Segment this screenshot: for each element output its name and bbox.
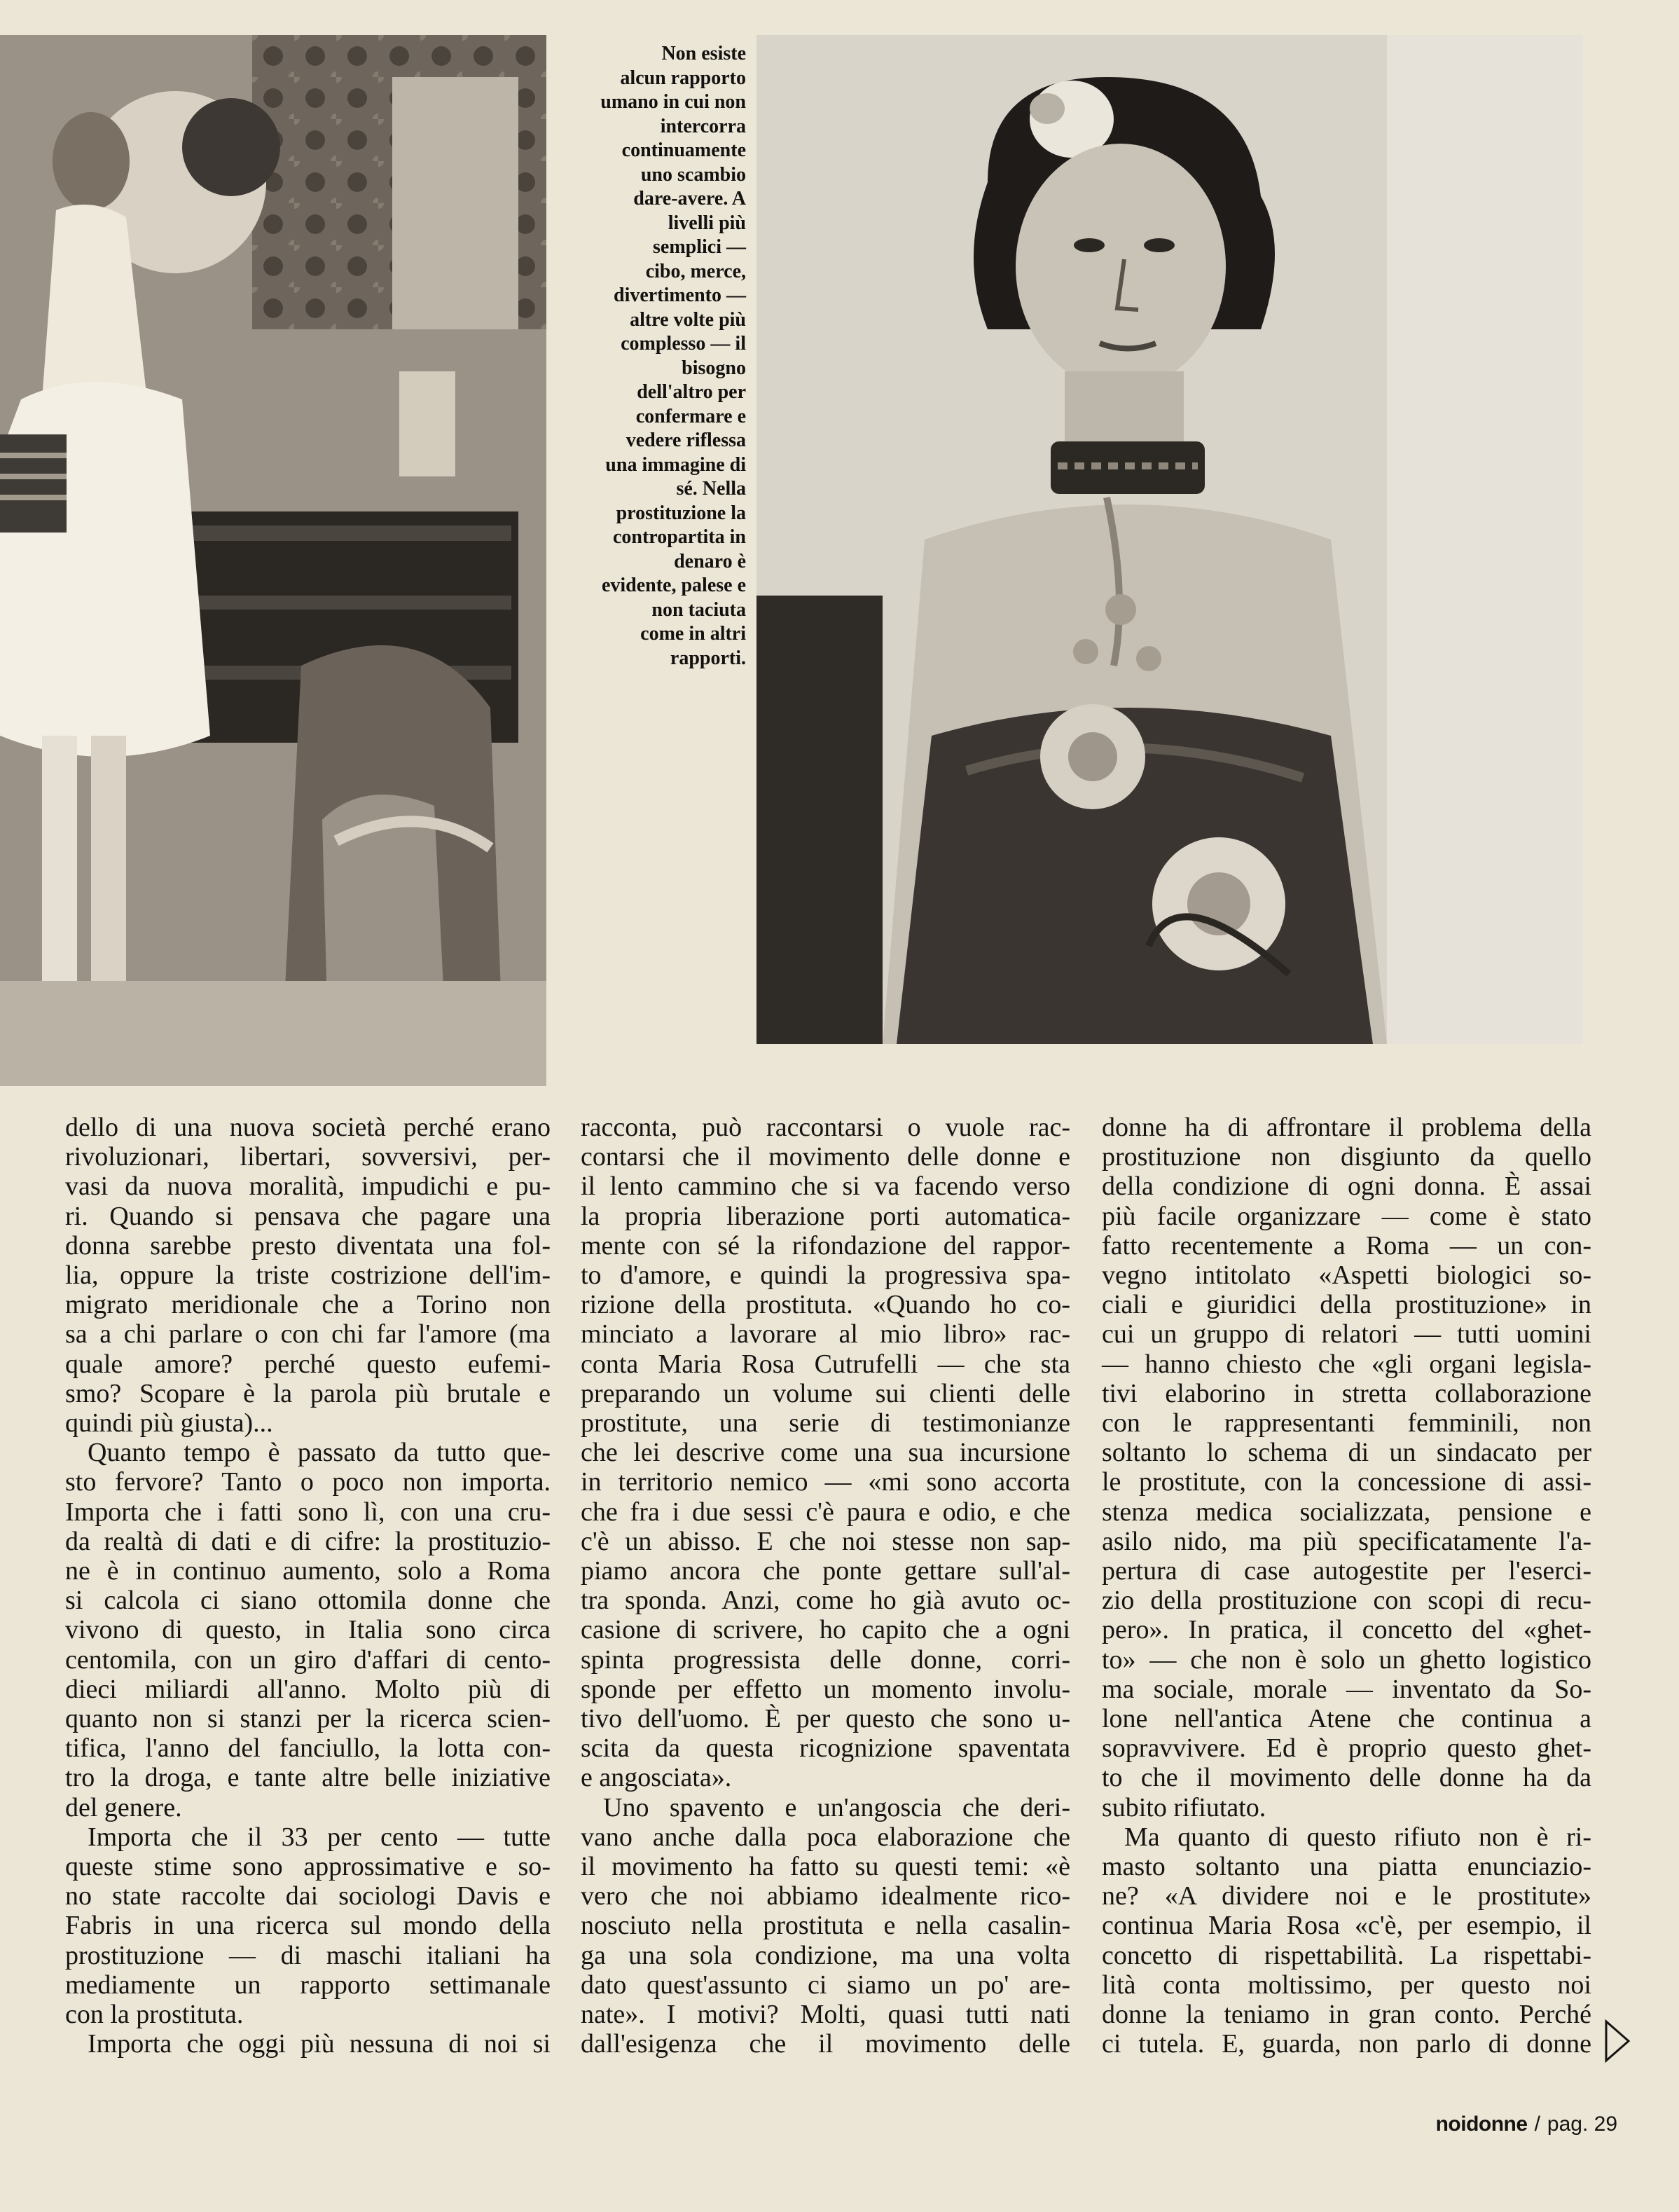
text-line: sto fervore? Tanto o poco non importa. <box>65 1467 551 1497</box>
caption-line: divertimento — <box>614 284 746 306</box>
caption-line: dare-avere. A <box>633 188 746 209</box>
text-line: vasi da nuova moralità, impudichi e pu- <box>65 1172 551 1202</box>
text-line: — hanno chiesto che «gli organi legisla- <box>1102 1349 1591 1379</box>
text-line: della condizione di ogni donna. È assai <box>1102 1172 1591 1202</box>
caption-line: intercorra <box>660 115 746 137</box>
text-line: mente con sé la rifondazione del rappor- <box>581 1230 1070 1260</box>
article-column-3 <box>1102 1113 1591 2059</box>
text-line: le prostitute, con la concessione di assi- <box>1102 1467 1591 1497</box>
text-line: to che il movimento delle donne ha da <box>1102 1763 1591 1793</box>
continue-arrow-icon <box>1604 2019 1631 2063</box>
text-line: ci tutela. E, guarda, non parlo di donne <box>1102 2029 1591 2059</box>
text-line: dato quest'assunto ci siamo un po' are- <box>581 1970 1070 2000</box>
text-line: vero che noi abbiamo idealmente rico- <box>581 1881 1070 1911</box>
text-line: donne ha di affrontare il problema della <box>1102 1113 1591 1142</box>
text-line: continua Maria Rosa «c'è, per esempio, il <box>1102 1911 1591 1941</box>
caption-line: altre volte più <box>630 308 746 331</box>
caption-line: evidente, palese e <box>601 575 746 596</box>
text-line: dall'esigenza che il movimento delle <box>581 2029 1070 2059</box>
text-line: piamo ancora che ponte gettare sull'al- <box>581 1556 1070 1586</box>
text-line: to d'amore, e quindi la progressiva spa- <box>581 1260 1070 1291</box>
text-line: centomila, con un giro d'affari di cento- <box>65 1644 551 1675</box>
text-line: quindi più giusta)... <box>65 1408 273 1438</box>
photo-caption <box>560 42 746 671</box>
text-line: da realtà di dati e di cifre: la prostituzio- <box>65 1526 551 1556</box>
text-line: dieci miliardi all'anno. Molto più di <box>65 1674 551 1704</box>
text-line: vegno intitolato «Aspetti biologici so- <box>1102 1260 1591 1291</box>
text-line: spinta progressista delle donne, corri- <box>581 1644 1070 1675</box>
text-line: Uno spavento e un'angoscia che deri- <box>603 1792 1070 1822</box>
text-line: rizione della prostituta. «Quando ho co- <box>581 1290 1070 1320</box>
caption-line: non taciuta <box>651 598 746 621</box>
text-line: che lei descrive come una sua incursione <box>581 1438 1070 1468</box>
magazine-name: noidonne <box>1435 2113 1528 2136</box>
photo-left <box>0 35 546 1086</box>
text-line: lia, oppure la triste costrizione dell'im- <box>65 1260 551 1291</box>
text-line: zio della prostituzione con scopi di recu- <box>1102 1586 1591 1616</box>
text-line: con le rappresentanti femminili, non <box>1102 1408 1591 1438</box>
text-line: tra sponda. Anzi, come ho già avuto oc- <box>581 1586 1070 1616</box>
text-line: contarsi che il movimento delle donne e <box>581 1142 1070 1172</box>
text-line: stenza medica socializzata, pensione e <box>1102 1497 1591 1527</box>
text-line: no state raccolte dai sociologi Davis e <box>65 1881 551 1911</box>
text-line: subito rifiutato. <box>1102 1792 1266 1822</box>
text-line: del genere. <box>65 1792 182 1822</box>
text-line: migrato meridionale che a Torino non <box>65 1290 551 1320</box>
caption-line: semplici — <box>653 236 746 258</box>
text-line: masto soltanto una piatta enunciazio- <box>1102 1852 1591 1882</box>
caption-line: continuamente <box>621 139 746 161</box>
text-line: tro la droga, e tante altre belle iniziative <box>65 1763 551 1793</box>
caption-line: umano in cui non <box>600 91 746 113</box>
caption-line: una immagine di <box>605 453 746 476</box>
text-line: soltanto lo schema di un sindacato per <box>1102 1438 1591 1468</box>
text-line: dello di una nuova società perché erano <box>65 1113 551 1142</box>
text-line: vano anche dalla poca elaborazione che <box>581 1822 1070 1852</box>
caption-line: Non esiste <box>661 43 746 64</box>
text-line: lità conta moltissimo, per questo noi <box>1102 1970 1591 2000</box>
text-line: ga una sola condizione, ma una volta <box>581 1940 1070 1970</box>
text-line: quale amore? perché questo eufemi- <box>65 1349 551 1379</box>
page-number: pag. 29 <box>1547 2113 1617 2136</box>
photo-right <box>756 35 1583 1044</box>
text-line: e angosciata». <box>581 1763 732 1793</box>
text-line: smo? Scopare è la parola più brutale e <box>65 1378 551 1408</box>
text-line: nate». I motivi? Molti, quasi tutti nati <box>581 2000 1070 2030</box>
caption-line: rapporti. <box>670 647 746 669</box>
vintage-portrait-woman-icon <box>756 35 1583 1044</box>
text-line: Fabris in una ricerca sul mondo della <box>65 1911 551 1941</box>
text-line: pero». In pratica, il concetto del «ghet- <box>1102 1615 1591 1645</box>
text-line: il movimento ha fatto su questi temi: «è <box>581 1852 1070 1882</box>
text-line: queste stime sono approssimative e so- <box>65 1852 551 1882</box>
text-line: tivi elaborino in stretta collaborazione <box>1102 1378 1591 1408</box>
caption-line: bisogno <box>682 357 746 379</box>
text-line: donna sarebbe presto diventata una fol- <box>65 1230 551 1260</box>
text-line: ciali e giuridici della prostituzione» in <box>1102 1290 1591 1320</box>
text-line: lone nell'antica Atene che continua a <box>1102 1704 1591 1734</box>
caption-line: contropartita in <box>612 526 746 548</box>
text-line: Quanto tempo è passato da tutto que- <box>88 1438 551 1468</box>
text-line: concetto di rispettabilità. La rispettabi- <box>1102 1940 1591 1970</box>
caption-line: uno scambio <box>640 163 746 186</box>
text-line: sa a chi parlare o con chi far l'amore (ma <box>65 1319 551 1349</box>
text-line: in territorio nemico — «mi sono accorta <box>581 1467 1070 1497</box>
text-line: rivoluzionari, libertari, sovversivi, per- <box>65 1142 551 1172</box>
text-line: si calcola ci siano ottomila donne che <box>65 1586 551 1616</box>
caption-line: complesso — il <box>621 333 746 355</box>
text-line: conta Maria Rosa Cutrufelli — che sta <box>581 1349 1070 1379</box>
text-line: tifica, l'anno del fanciullo, la lotta con- <box>65 1733 551 1764</box>
text-line: preparando un volume sui clienti delle <box>581 1378 1070 1408</box>
text-line: vivono di questo, in Italia sono circa <box>65 1615 551 1645</box>
caption-line: vedere riflessa <box>626 430 746 451</box>
text-line: racconta, può raccontarsi o vuole rac- <box>581 1113 1070 1142</box>
text-line: che fra i due sessi c'è paura e odio, e che <box>581 1497 1070 1527</box>
text-line: c'è un abisso. E che noi stesse non sap- <box>581 1526 1070 1556</box>
text-line: cui un gruppo di relatori — tutti uomini <box>1102 1319 1591 1349</box>
caption-line: livelli più <box>668 212 746 234</box>
caption-line: alcun rapporto <box>620 67 746 89</box>
text-line: to» — che non è solo un ghetto logistico <box>1102 1644 1591 1675</box>
text-line: ne è in continuo aumento, solo a Roma <box>65 1556 551 1586</box>
text-line: sopravvivere. Ed è proprio questo ghet- <box>1102 1733 1591 1764</box>
caption-line: cibo, merce, <box>645 260 746 282</box>
article-column-2 <box>581 1113 1070 2059</box>
text-line: Importa che oggi più nessuna di noi si <box>88 2029 551 2059</box>
caption-line: confermare e <box>635 405 746 427</box>
footer-separator: / <box>1534 2113 1540 2136</box>
caption-line: prostituzione la <box>616 502 746 524</box>
text-line: mediamente un rapporto settimanale <box>65 1970 551 2000</box>
text-line: prostituzione — di maschi italiani ha <box>65 1940 551 1970</box>
caption-line: dell'altro per <box>637 381 746 403</box>
text-line: quanto non si stanzi per la ricerca scien- <box>65 1704 551 1734</box>
text-line: ma sociale, morale — inventato da So- <box>1102 1674 1591 1704</box>
text-line: prostitute, una serie di testimonianze <box>581 1408 1070 1438</box>
text-line: ri. Quando si pensava che pagare una <box>65 1201 551 1231</box>
vintage-photo-woman-corset-icon <box>0 35 546 1086</box>
text-line: tivo dell'uomo. È per questo che sono u- <box>581 1704 1070 1734</box>
text-line: ne? «A dividere noi e le prostitute» <box>1102 1881 1591 1911</box>
article-column-1 <box>65 1113 551 2059</box>
caption-line: come in altri <box>640 623 746 645</box>
text-line: minciato a lavorare al mio libro» rac- <box>581 1319 1070 1349</box>
text-line: con la prostituta. <box>65 2000 244 2030</box>
text-line: sponde per effetto un momento involu- <box>581 1674 1070 1704</box>
text-line: asilo nido, ma più specificatamente l'a- <box>1102 1526 1591 1556</box>
text-line: pertura di case autogestite per l'eserci- <box>1102 1556 1591 1586</box>
text-line: la propria liberazione porti automatica- <box>581 1201 1070 1231</box>
caption-line: sé. Nella <box>676 478 746 500</box>
text-line: più facile organizzare — come è stato <box>1102 1201 1591 1231</box>
page-footer <box>1436 2113 1617 2136</box>
text-line: casione di scrivere, ho capito che a ogni <box>581 1615 1070 1645</box>
text-line: Importa che il 33 per cento — tutte <box>88 1822 551 1852</box>
text-line: fatto recentemente a Roma — un con- <box>1102 1230 1591 1260</box>
text-line: nosciuto nella prostituta e nella casalin- <box>581 1911 1070 1941</box>
caption-line: denaro è <box>674 550 746 572</box>
text-line: il lento cammino che si va facendo verso <box>581 1172 1070 1202</box>
text-line: donne la teniamo in gran conto. Perché <box>1102 2000 1591 2030</box>
text-line: prostituzione non disgiunto da quello <box>1102 1142 1591 1172</box>
text-line: Ma quanto di questo rifiuto non è ri- <box>1124 1822 1591 1852</box>
text-line: scita da questa ricognizione spaventata <box>581 1733 1070 1764</box>
text-line: Importa che i fatti sono lì, con una cru- <box>65 1497 551 1527</box>
